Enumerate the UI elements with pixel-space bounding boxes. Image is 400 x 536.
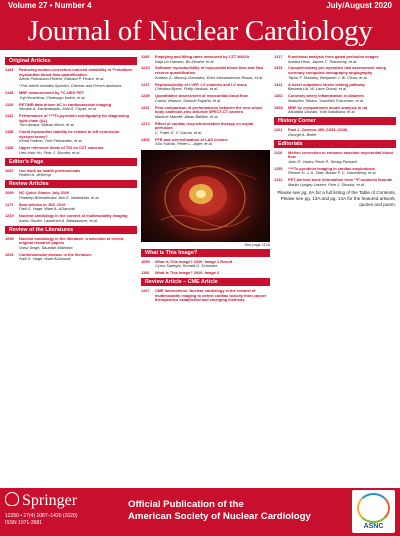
article-authors: Carlos Velasco, Samuel España, et al. <box>155 97 222 103</box>
springer-horse-icon <box>5 492 19 506</box>
section-cme-article: Review Article – CME Article <box>141 278 270 286</box>
article-body <box>155 106 270 120</box>
page-number: 1101 <box>274 127 283 133</box>
article-body <box>155 138 270 147</box>
official-line-2: American Society of Nuclear Cardiology <box>128 511 311 522</box>
issn-number: ISSN 1071-3581 <box>5 519 42 526</box>
article-body <box>19 191 137 200</box>
article-body <box>288 106 396 115</box>
article-entry <box>274 106 396 115</box>
list-review <box>5 191 137 223</box>
article-title: A novel outpatient stress testing pathway <box>288 81 365 87</box>
list-cme <box>141 289 270 303</box>
article-body <box>155 66 270 80</box>
article-title: What Is This Image? 2020: Image 2 <box>155 270 220 276</box>
article-entry <box>5 103 137 112</box>
article-body <box>288 94 396 103</box>
volume-number: Volume 27 • Number 4 <box>8 1 92 10</box>
list-literature <box>5 237 137 262</box>
article-entry <box>274 83 396 92</box>
article-authors: Toru Awaya, Masao Moroi, et al. <box>19 122 75 128</box>
article-title: Upper reference limits of TID on CZT cameras <box>19 145 104 151</box>
page-number: 1306 <box>141 136 150 142</box>
article-title: FFR and overestimation of LAD lesions <box>155 136 228 142</box>
page-number: 1341 <box>274 81 283 87</box>
article-authors: Robert A. deKemp <box>19 172 51 178</box>
article-entry <box>141 83 270 92</box>
article-title: Performance of ⁹⁹ᵐTc-pyrotinin scintigraphy for diagnosing light chain (AL) <box>19 113 130 123</box>
article-entry <box>5 191 137 200</box>
article-title: Complementary pre-operative risk assessment using coronary computed tomography angiography <box>288 65 386 76</box>
article-authors: Fadi G. Hage, Wael A. AlJaroudi <box>19 206 75 212</box>
article-authors: Andrea G. Monroy-Gonzalez, Erick Alexanderson-Rosas, et al. <box>155 74 263 80</box>
article-authors: Maxime Marelle, Alban Bailliez, et al. <box>155 113 219 119</box>
article-entry <box>5 146 137 155</box>
article-entry <box>274 178 396 187</box>
article-authors: Lien-Hsin Hu, Piotr J. Slomka, et al. <box>19 149 81 155</box>
article-body <box>19 146 137 155</box>
article-title: PET-derived bone information from ¹⁸F-sodium3 fluoride <box>288 177 393 183</box>
article-authors: Cyrus Sadeghi, Ronald G. Schwartz <box>155 263 218 269</box>
page-number: 1267 <box>141 288 150 294</box>
page-number: 1138 <box>5 90 14 96</box>
article-entry <box>141 66 270 80</box>
page-number: 1249 <box>141 93 150 99</box>
article-title: Quantitative assessment of myocardial blood flow <box>155 93 248 99</box>
article-authors: C. Patel, E. V. Garcia, et al. <box>155 129 203 135</box>
article-body <box>155 122 270 136</box>
page-number: 1164 <box>5 67 14 72</box>
article-authors: Vasvi Singh, Saurabh Malhotra <box>19 244 73 250</box>
article-body <box>19 68 137 82</box>
article-body <box>155 55 270 64</box>
journal-title: Journal of Nuclear Cardiology <box>0 12 400 50</box>
page-number: 1158 <box>5 129 14 135</box>
article-title: CME Instructions: Nuclear cardiology in the context of multimodality imaging to detect cardiac toxicity from cancer therapeutics established and emerging methods <box>155 288 267 303</box>
article-entry <box>141 138 270 147</box>
article-entry <box>5 130 137 144</box>
section-review-articles: Review Articles <box>5 180 137 188</box>
article-body <box>288 178 396 187</box>
article-body <box>288 55 396 64</box>
article-title: Effect of cardiac resynchronization therapy on septal perfusion <box>155 120 254 131</box>
page-number: 1223 <box>141 65 150 71</box>
article-title: Emptying and filling rates measured by CZT MUGA <box>155 54 250 59</box>
article-authors: Naja Liv Hansen, Bo Zerahn, et al. <box>155 58 215 64</box>
cover-image <box>141 150 270 242</box>
column-middle <box>141 55 270 305</box>
article-entry <box>274 55 396 64</box>
article-authors: Kenia Padrón, Yoel Fernandez, et al. <box>19 138 83 144</box>
springer-logo <box>5 492 77 510</box>
article-body <box>155 260 270 269</box>
see-toc-note: Please see pg. 6A for a full listing of the Table of Contents. <box>277 189 396 195</box>
article-body <box>19 214 137 223</box>
article-body <box>155 94 270 103</box>
issue-date: July/August 2020 <box>326 1 392 10</box>
section-editorials: Editorials <box>274 140 396 148</box>
article-title: Reducing motion-correction-induced variability in ⁸²rubidium myocardial blood-flow quantification <box>19 67 132 77</box>
asnc-logo <box>352 490 395 533</box>
article-authors: Atsutaka Okizaki, Yuto Nakahara, et al. <box>288 109 356 115</box>
page-number: 1317 <box>274 54 283 59</box>
page-number: 1193 <box>141 54 150 59</box>
article-title: Could myocardial viability be related to left ventricular dyssynchrony? <box>19 129 120 139</box>
article-title: Cardiovascular disease in the literature <box>19 251 92 257</box>
article-entry <box>141 55 270 64</box>
page-number: 1126 <box>5 101 14 107</box>
official-line-1: Official Publication of the <box>128 499 244 510</box>
article-body <box>19 103 137 112</box>
page-number: 1095 <box>5 235 14 241</box>
page-number: 1237 <box>141 81 150 87</box>
article-title: What Is This Image? 2020: Image 1 Result <box>155 258 233 264</box>
footer-bar <box>0 488 400 536</box>
article-authors: Yuji Hiroshima, Chietsugu Katoh, et al. <box>19 94 86 100</box>
article-title: PET/MR data driven AC in cardiovascular imaging <box>19 101 112 107</box>
article-authors: Nobuhiro Tahara, Yoshihiro Fukumoto, et al. <box>288 97 364 103</box>
article-body <box>19 237 137 251</box>
list-right <box>274 55 396 115</box>
article-entry <box>5 214 137 223</box>
article-body <box>288 128 396 137</box>
page-number: 1168 <box>5 145 14 151</box>
article-entry <box>5 237 137 251</box>
article-title: Paul J. Cannon, MD (1933–2018) <box>288 127 348 133</box>
article-authors: John R. Votaw, René R. Sevag Packard <box>288 158 357 164</box>
article-body <box>19 203 137 212</box>
article-entry <box>141 271 270 276</box>
article-entry <box>274 94 396 103</box>
page-number: 1116 <box>274 149 283 155</box>
article-title: MBF measurement by ¹¹C-HED PET <box>19 90 85 96</box>
page-number: 1100 <box>141 270 150 276</box>
article-body <box>288 66 396 80</box>
page-number: 1092 <box>5 251 14 257</box>
article-title: Nuclear cardiology in the context of multimodality imaging <box>19 213 128 219</box>
article-body <box>19 253 137 262</box>
article-authors: Martin Lyngby Lassen, Piotr J. Slomka, et al. <box>288 181 365 187</box>
article-entry <box>274 128 396 137</box>
article-title: Motion correction to enhance absolute myocardial blood flow <box>288 149 393 160</box>
article-authors: Alexis Poitrasson-Rivière, Edward P. Ficaro, et al. <box>19 76 105 82</box>
article-entry <box>5 114 137 128</box>
article-entry <box>5 203 137 212</box>
article-title: Reproducibility of LVEF, LV volumes and LV mass <box>155 81 247 87</box>
volume-bar <box>0 0 400 12</box>
abstract-language-note: *This article includes Spanish, Chinese and French abstracts <box>19 84 122 89</box>
list-editorials <box>274 151 396 188</box>
article-body <box>155 289 270 303</box>
article-title: Nuclear cardiology in the literature: a selection of recent, original research papers <box>19 235 125 246</box>
section-review-literature: Review of the Literatures <box>5 226 137 234</box>
cardiac-scan-image <box>141 150 270 242</box>
page-number: 1142 <box>274 177 283 183</box>
page-number: 1155 <box>274 165 283 171</box>
section-history-corner: History Corner <box>274 117 396 125</box>
article-authors: Fadi G. Hage, Wael AlJaroudi <box>19 256 71 262</box>
figure-caption: See page 1126 <box>244 242 270 247</box>
page-number: 1087 <box>5 167 14 173</box>
asnc-ring-icon <box>357 493 390 523</box>
article-entry <box>5 68 137 82</box>
article-entry <box>141 106 270 120</box>
article-entry <box>274 167 396 176</box>
article-entry <box>5 169 137 178</box>
asnc-logo-text: ASNC <box>363 523 384 530</box>
article-authors: Christina Byrne, Philip Hasbak, et al. <box>155 86 219 92</box>
article-entry <box>141 260 270 269</box>
page-number: 1368 <box>274 104 283 110</box>
article-entry <box>274 66 396 80</box>
article-title: First comparison of performances between the new whole body cadmium-zinc-telluride SPECT-CT camera <box>155 104 263 115</box>
section-original-articles: Original Articles <box>5 57 137 65</box>
article-body <box>19 114 137 128</box>
publisher-name: Springer <box>22 492 78 509</box>
article-body <box>19 91 137 100</box>
column-right <box>274 55 396 208</box>
article-title: Software reproducibility of myocardial blood flow and flow reserve quantification <box>155 65 264 76</box>
page-number: 1352 <box>274 93 283 99</box>
article-authors: Aaron Soufer, Lawrence A. Baldassarre, et al. <box>19 217 98 223</box>
article-authors: Annika Hess, James T. Thackeray, et al. <box>288 58 358 64</box>
article-authors: Shu Yokota, Pieter L. Jager, et al. <box>155 141 213 147</box>
article-title: MBF by compartment model analysis in rat <box>288 104 368 110</box>
article-authors: Pradeep Bhambhvani, Ami E. Iskandrian, et al. <box>19 194 100 200</box>
article-body <box>155 83 270 92</box>
page-number: 1171 <box>5 201 14 207</box>
page-number: 1089 <box>5 190 14 196</box>
article-body <box>19 130 137 144</box>
article-body <box>288 167 396 176</box>
column-left <box>5 55 137 264</box>
see-artwork-note: Please see pg. 13A and pg. 14A for the featured artwork, quotes and poem. <box>280 196 396 207</box>
list-editor <box>5 169 137 178</box>
list-middle <box>141 55 270 147</box>
article-title: Our work as health professionals <box>19 167 81 173</box>
article-body <box>155 271 270 276</box>
section-what-is-this-image: What is This Image? <box>141 249 270 257</box>
page-number: 1219 <box>5 213 14 219</box>
issn-block <box>5 513 77 526</box>
issue-codes: 12350 • 27(4) 1087–1420 (2020) <box>5 513 78 519</box>
article-entry <box>5 253 137 262</box>
article-entry <box>141 122 270 136</box>
article-title: Functional analysis from gated perfusion images <box>288 54 379 59</box>
article-authors: Taylor F. Dowsley, Benjamin J. W. Chow, et al. <box>288 74 368 80</box>
article-entry <box>141 94 270 103</box>
page-number: 1331 <box>274 65 283 71</box>
article-title: ⁹⁹ᵐTc-pyrotinin imaging in cardiac amyloidosis <box>288 165 375 171</box>
article-title: Coronary artery inflammation in diabetes <box>288 93 364 99</box>
article-authors: Nicolas A. Karakatsanis, Zahi A. Fayad, et al. <box>19 106 97 112</box>
page-number: 1141 <box>5 113 14 119</box>
article-authors: George A. Beller <box>288 131 317 137</box>
article-title: NC Quick Glance July 2020 <box>19 190 70 196</box>
article-body <box>19 169 137 178</box>
article-authors: Riemer H. J. A. Slart, Bouke P. C. Hazenberg, et al. <box>288 170 377 176</box>
list-history <box>274 128 396 137</box>
article-body <box>288 83 396 92</box>
article-title: Best articles in JNC 2019 <box>19 201 66 207</box>
article-body <box>288 151 396 165</box>
page-number: 1099 <box>141 258 150 264</box>
page-number: 1261 <box>141 104 150 110</box>
article-authors: Besiana Liti, W. Lane Duvall, et al. <box>288 86 348 92</box>
article-entry <box>274 151 396 165</box>
official-publication <box>128 499 311 523</box>
list-original <box>5 68 137 155</box>
article-entry <box>141 289 270 303</box>
article-entry <box>5 91 137 100</box>
page-number: 1274 <box>141 120 150 126</box>
section-editors-page: Editor's Page <box>5 158 137 166</box>
list-image <box>141 260 270 276</box>
